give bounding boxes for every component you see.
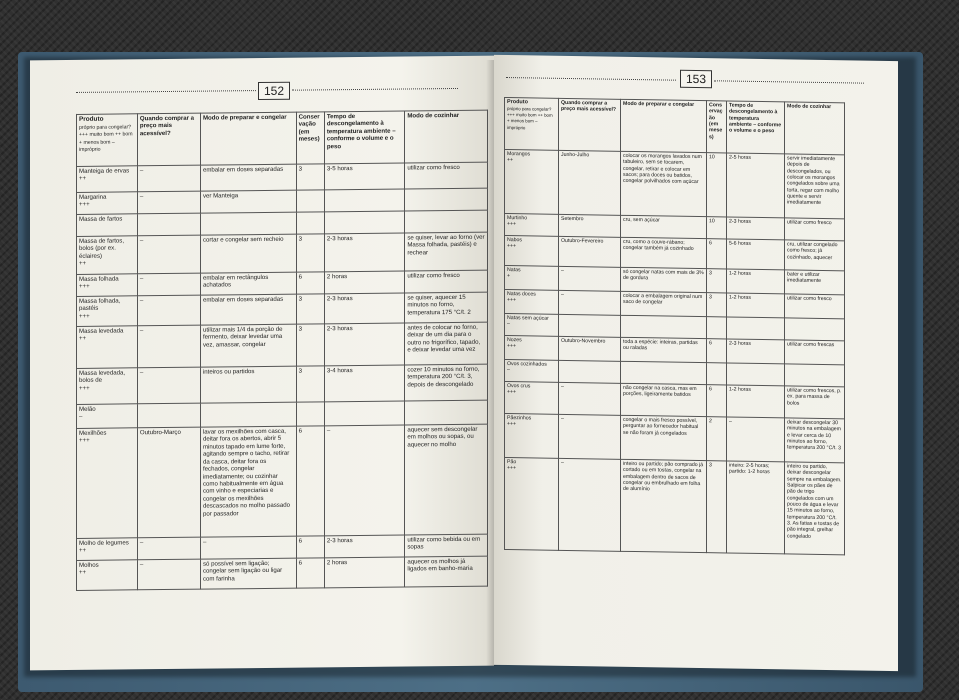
cell-preparar [621, 361, 707, 384]
product-name: Margarina [79, 193, 107, 201]
cell-tempo: inteiro: 2-5 horas; partido: 1-2 horas [727, 461, 785, 554]
cell-tempo: 2 horas [324, 271, 404, 294]
cell-preparar: embalar em rectângulos achatados [200, 272, 296, 295]
cell-produto [505, 335, 559, 360]
cell-produto [77, 368, 138, 405]
cell-tempo: – [727, 417, 785, 462]
header-modo-cozinhar: Modo de cozinhar [785, 102, 845, 155]
product-name: Massa levedada [79, 327, 124, 335]
header-conservacao: Conservação (em meses) [296, 112, 324, 164]
cell-meses: 3 [296, 324, 324, 366]
cell-produto [77, 326, 138, 369]
cell-quando: – [559, 382, 621, 415]
cell-cozinhar: deixar descongelar 30 minutos na embalagem e levar cerca de 10 minutos ao forno, temperatura 200 °C/t. 3 [785, 418, 845, 463]
cell-meses: 6 [707, 339, 727, 363]
cell-produto [77, 166, 138, 193]
cell-meses: 3 [296, 234, 324, 272]
cell-tempo [727, 317, 785, 340]
cell-cozinhar: utilizar como fresco [405, 270, 488, 293]
cell-meses: 3 [296, 366, 324, 402]
cell-meses: 6 [707, 385, 727, 417]
product-name: Pão [507, 459, 517, 466]
cell-tempo: 2-3 horas [727, 217, 785, 240]
cell-produto [505, 213, 559, 236]
freeze-rating: + [507, 273, 511, 280]
cell-preparar [200, 402, 296, 427]
header-dots-left [76, 90, 256, 93]
cell-cozinhar [405, 188, 488, 211]
cell-meses: 10 [707, 153, 727, 217]
product-name: Massa de fartos [79, 215, 123, 223]
left-page [30, 56, 494, 671]
cell-tempo: 2 horas [324, 557, 404, 588]
freeze-rating: – [507, 367, 510, 374]
header-modo-preparar: Modo de preparar e congelar [621, 99, 707, 152]
cell-preparar: inteiro ou partido; pão comprado já cortado ou em tostas, congelar na embalagem dentro de sacos de congelar ou embrulhado em folha de alumínio [621, 459, 707, 552]
table-row [77, 322, 488, 368]
header-produto: Produto próprio para congelar? +++ muito bom ++ bom + menos bom – impróprio [77, 114, 138, 167]
product-name: Molhos [79, 561, 99, 569]
cell-cozinhar: se quiser, aquecer 15 minutos no forno, temperatura 175 °C/t. 2 [405, 292, 488, 323]
cell-tempo: 2-5 horas [727, 153, 785, 218]
freeze-rating: +++ [507, 297, 517, 304]
header-dots-left [506, 77, 676, 81]
cell-produto [77, 404, 138, 429]
freeze-rating: ++ [79, 175, 87, 183]
cell-meses: 3 [296, 164, 324, 190]
product-name: Molho de legumes [79, 539, 129, 547]
table-row [77, 232, 488, 274]
table-row [77, 556, 488, 590]
header-modo-preparar: Modo de preparar e congelar [200, 112, 296, 165]
cell-cozinhar: servir imediatamente depois de descongelados, ou colocar os morangos congelados sobre uma torta, regar com molho quente e servir imediatamente [785, 154, 845, 219]
cell-preparar [200, 212, 296, 235]
product-name: Nabos [507, 237, 522, 244]
cell-meses [296, 402, 324, 426]
cell-quando: Junho-Julho [559, 150, 621, 215]
cell-meses: 3 [296, 294, 324, 324]
product-name: Pãezinhos [507, 415, 532, 422]
table-row [505, 381, 845, 418]
freeze-rating: +++ [507, 221, 517, 228]
cell-cozinhar: antes de colocar no forno, deixar de um dia para o outro no frigorífico, tapado, e deixar levedar uma vez [405, 322, 488, 365]
cell-tempo [324, 189, 404, 212]
page-number-right: 153 [680, 70, 712, 89]
cell-cozinhar: cru, utilizar congelado como fresco; já cozinhado, aquecer [785, 240, 845, 271]
cell-preparar: colocar a embalagem original num saco de congelar [621, 291, 707, 316]
freeze-rating: ++ [79, 547, 87, 555]
product-name: Natas sem açúcar [507, 315, 549, 322]
header-conservacao: Conservação (em meses) [707, 101, 727, 153]
cell-produto [77, 428, 138, 539]
cell-produto [77, 192, 138, 215]
cell-meses [296, 190, 324, 212]
cell-produto [77, 538, 138, 561]
cell-quando: – [559, 414, 621, 459]
cell-produto [505, 235, 559, 266]
cell-cozinhar: cozer 10 minutos no forno, temperatura 200 °C/t. 3, depois de descongelado [405, 364, 488, 401]
freeze-rating: +++ [507, 243, 517, 250]
cell-meses: 6 [296, 272, 324, 294]
header-tempo: Tempo de descongelamento à temperatura ambiente – conforme o volume e o peso [727, 101, 785, 154]
cell-cozinhar: utilizar como bebida ou em sopas [405, 534, 488, 557]
cell-preparar: colocar os morangos lavados num tabuleiro, sem se tocarem, congelar, retirar e colocar em sacos; para doces ou batidos, congelar polvilhados com açúcar [621, 151, 707, 216]
freeze-rating: – [507, 321, 510, 328]
cell-cozinhar [785, 318, 845, 341]
header-produto: Produto próprio para congelar? +++ muito bom ++ bom + menos bom – impróprio [505, 97, 559, 150]
table-header [77, 110, 488, 166]
cell-preparar: cortar e congelar sem recheio [200, 234, 296, 273]
cell-produto [77, 296, 138, 327]
cell-preparar: cru, como a couve-rábano; congelar também já cozinhado [621, 237, 707, 268]
cell-quando: – [137, 165, 200, 192]
cell-produto [505, 381, 559, 414]
cell-tempo: 2-3 horas [324, 323, 404, 366]
cell-quando [559, 314, 621, 337]
cell-quando: – [137, 325, 200, 368]
freeze-rating: ++ [79, 260, 87, 268]
cell-meses: 3 [707, 461, 727, 553]
freeze-rating: ++ [79, 335, 87, 343]
product-name: Mexilhões [79, 429, 107, 437]
table-header [505, 97, 845, 154]
cell-meses: 6 [296, 536, 324, 558]
header-dots-right [292, 88, 458, 91]
product-name: Natas [507, 267, 521, 274]
cell-cozinhar: inteiro ou partido, deixar descongelar sempre na embalagem. Salpicar os pães de pão de trigo congelados com um pouco de água e levar 15 minutos ao forno, temperatura 200 °C/t. 3. As fatias e tostas de pão integral, grelhar congelado [785, 462, 845, 555]
cell-cozinhar: bater e utilizar imediatamente [785, 270, 845, 295]
cell-quando: – [137, 191, 200, 214]
cell-quando: – [137, 235, 200, 274]
header-quando: Quando comprar a preço mais acessível? [559, 98, 621, 151]
cell-preparar [621, 315, 707, 338]
cell-tempo: 5-6 horas [727, 239, 785, 270]
cell-produto [77, 560, 138, 591]
cell-quando [137, 213, 200, 236]
header-quando: Quando comprar a preço mais acessível? [137, 113, 200, 166]
cell-meses [296, 212, 324, 234]
cell-quando: – [137, 367, 200, 404]
product-name: Massa levedada, bolos de [79, 369, 126, 385]
cell-preparar: inteiros ou partidos [200, 366, 296, 403]
cell-preparar: lavar os mexilhões com casca, deitar fora os abertos, abrir 5 minutos tapado em lume forte, agitando sempre o tacho, retirar da casca, deitar fora os fechados, congelar imediatamente; ou cozinhar como habitualmente em água com vinho e especiarias e congelar os mexilhões descascados no molho passado por passador [200, 426, 296, 537]
freeze-rating: +++ [79, 283, 90, 291]
header-modo-cozinhar: Modo de cozinhar [405, 110, 488, 163]
product-name: Massa folhada [79, 275, 119, 283]
cell-tempo: 1-2 horas [727, 293, 785, 318]
cell-cozinhar [405, 400, 488, 425]
freeze-rating: +++ [507, 465, 517, 472]
cell-preparar: embalar em doses separadas [200, 294, 296, 325]
cell-tempo: 3-4 horas [324, 365, 404, 402]
cell-meses: 2 [707, 417, 727, 461]
cell-produto [77, 236, 138, 275]
cell-cozinhar: utilizar como fresco [405, 162, 488, 189]
freezing-table-left [76, 110, 488, 591]
cell-tempo [324, 211, 404, 234]
cell-preparar: – [200, 536, 296, 559]
cell-cozinhar: aquecer os molhos já ligados em banho-maria [405, 556, 488, 587]
cell-produto [505, 313, 559, 336]
cell-tempo [727, 363, 785, 386]
product-name: Ovos crus [507, 383, 531, 390]
cell-produto [505, 149, 559, 214]
cell-quando: Setembro [559, 214, 621, 237]
cell-quando: – [137, 273, 200, 296]
cell-meses: 3 [707, 293, 727, 317]
cell-cozinhar: utilizar como fresco [785, 218, 845, 241]
cell-quando: Outubro-Fevereiro [559, 236, 621, 267]
cell-quando [559, 360, 621, 383]
cell-cozinhar: utilizar como frescas [785, 340, 845, 365]
cell-preparar: só possível sem ligação; congelar sem ligação ou ligar com farinha [200, 558, 296, 589]
cell-preparar: cru, sem açúcar [621, 215, 707, 238]
freeze-rating: +++ [79, 201, 90, 209]
product-name: Melão [79, 405, 96, 413]
cell-tempo [324, 401, 404, 426]
freezing-table-right [504, 97, 845, 555]
product-name: Massa folhada, pastéis [79, 297, 121, 313]
product-name: Murtinho [507, 215, 528, 222]
cell-produto [505, 359, 559, 382]
cell-meses: 6 [296, 558, 324, 588]
freeze-rating: +++ [507, 343, 517, 350]
cell-quando: – [559, 290, 621, 315]
cell-preparar: ver Manteiga [200, 190, 296, 213]
table-row [505, 413, 845, 462]
cell-preparar: toda a espécie: inteiras, partidas ou raladas [621, 337, 707, 362]
cell-quando: – [559, 458, 621, 551]
cell-produto [77, 214, 138, 237]
cell-produto [505, 413, 559, 458]
cell-preparar: não congelar na casca, mas em porções, ligeiramente batidos [621, 383, 707, 416]
cell-meses [707, 317, 727, 339]
cell-preparar: congelar o mais fresco possível, perguntar ao fornecedor habitual se não foram já congelados [621, 415, 707, 460]
cell-cozinhar: se quiser, levar ao forno (ver Massa folhada, pastéis) e rechear [405, 232, 488, 271]
cell-meses: 3 [707, 269, 727, 293]
freeze-rating: ++ [79, 569, 87, 577]
cell-quando: – [137, 559, 200, 590]
cell-preparar: utilizar mais 1/4 da porção de fermento, deixar levedar uma vez, amassar, congelar [200, 324, 296, 367]
cell-tempo: 1-2 horas [727, 385, 785, 418]
cell-quando [137, 403, 200, 428]
header-dots-right [714, 80, 864, 83]
cell-preparar: só congelar natas com mais de 3% de gordura [621, 267, 707, 292]
table-row [505, 149, 845, 218]
cell-meses: 6 [707, 239, 727, 269]
cell-quando: Outubro-Novembro [559, 336, 621, 361]
product-name: Massa de fartos, bolos (por ex. éclaires) [79, 237, 125, 260]
cell-produto [505, 289, 559, 314]
cell-produto [77, 274, 138, 297]
table-row [77, 292, 488, 326]
product-name: Manteiga de ervas [79, 167, 130, 175]
cell-tempo: 3-5 horas [324, 163, 404, 190]
cell-quando: Outubro-Março [137, 427, 200, 538]
freeze-rating: +++ [79, 437, 90, 445]
cell-cozinhar: utilizar como frescos, p. ex. para massa de bolos [785, 386, 845, 419]
freeze-rating: +++ [79, 384, 90, 392]
right-page [494, 55, 898, 671]
page-number-left: 152 [258, 82, 290, 100]
product-name: Natas doces [507, 291, 536, 298]
cell-cozinhar: utilizar como fresco [785, 294, 845, 319]
cell-meses: 6 [296, 426, 324, 536]
table-row [77, 424, 488, 538]
cell-tempo: 2-3 horas [727, 339, 785, 364]
cell-tempo: – [324, 425, 404, 536]
freeze-rating: +++ [507, 389, 517, 396]
product-name: Ovos cozinhados [507, 361, 547, 368]
product-name: Morangos [507, 151, 531, 158]
freeze-rating: – [79, 413, 83, 421]
cell-produto [505, 457, 559, 550]
table-row [505, 457, 845, 554]
cell-preparar: embalar em doses separadas [200, 164, 296, 191]
cell-quando: – [137, 295, 200, 326]
cell-produto [505, 265, 559, 290]
cell-tempo: 2-3 horas [324, 535, 404, 558]
cell-cozinhar: aquecer sem descongelar em molhos ou sopas, ou aquecer no molho [405, 424, 488, 535]
product-name: Nozes [507, 337, 522, 344]
cell-meses: 10 [707, 217, 727, 239]
header-tempo: Tempo de descongelamento à temperatura ambiente – conforme o volume e o peso [324, 111, 404, 164]
cell-quando: – [559, 266, 621, 291]
cell-cozinhar [785, 364, 845, 387]
freeze-rating: ++ [507, 157, 514, 164]
cell-tempo: 1-2 horas [727, 269, 785, 294]
cell-quando: – [137, 537, 200, 560]
cell-tempo: 2-3 horas [324, 293, 404, 324]
table-row [77, 364, 488, 404]
cell-cozinhar [405, 210, 488, 233]
cell-meses [707, 363, 727, 385]
cell-tempo: 2-3 horas [324, 233, 404, 272]
freeze-rating: +++ [79, 312, 90, 320]
freeze-rating: +++ [507, 421, 517, 428]
